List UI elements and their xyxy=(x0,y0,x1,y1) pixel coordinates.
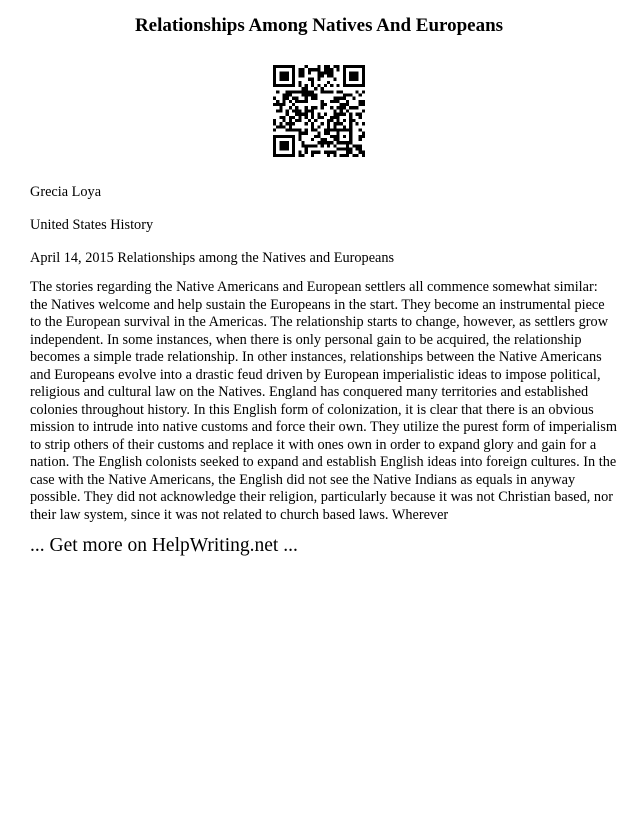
get-more-link[interactable]: ... Get more on HelpWriting.net ... xyxy=(30,535,298,556)
page-title: Relationships Among Natives And Europeans xyxy=(134,15,504,36)
qr-code-graphic xyxy=(273,65,365,157)
qr-code-icon xyxy=(273,65,365,157)
essay-line: to the European survival in the Americas. The relationship starts to change, however, as settlers grow xyxy=(30,314,609,330)
essay-line: their law system, since it was not related to church based laws. Wherever xyxy=(30,506,449,523)
dateline: April 14, 2015 Relationships among the Natives and Europeans xyxy=(30,250,395,266)
essay-body xyxy=(30,279,617,524)
essay-line: The stories regarding the Native Americans and European settlers all commence somewhat similar: xyxy=(30,279,598,295)
essay-line: possible. They did not acknowledge their religion, particularly because it was not Christian based, nor xyxy=(30,489,613,505)
essay-line: religious and cultural law on the Natives. England has conquered many territories and established xyxy=(30,384,589,400)
course-name: United States History xyxy=(30,217,154,233)
essay-line: colonies throughout history. In this English form of colonization, it is clear that there is an obvious xyxy=(30,401,594,418)
essay-line: mission to intrude into native customs and force their own. They utilize the purest form of imperialism xyxy=(30,419,617,435)
essay-line: independent. In some instances, when there is only personal gain to be acquired, the relationship xyxy=(30,331,582,348)
author-name: Grecia Loya xyxy=(30,184,102,200)
essay-line: case with the Native Americans, the English did not see the Native Indians as equals in anyway xyxy=(30,471,576,488)
essay-line: the Natives welcome and help sustain the Europeans in the start. They become an instrumental piece xyxy=(30,296,605,313)
essay-line: becomes a simple trade relationship. In other instances, relationships between the Native Americans xyxy=(30,349,602,365)
essay-line: and Europeans evolve into a drastic feud driven by European imperialistic ideas to impose political, xyxy=(30,366,601,383)
essay-line: nation. The English colonists seeked to expand and establish English ideas into foreign cultures. In the xyxy=(30,454,617,470)
essay-line: to strip others of their customs and replace it with ones own in order to expand glory and gain for a xyxy=(30,436,597,453)
